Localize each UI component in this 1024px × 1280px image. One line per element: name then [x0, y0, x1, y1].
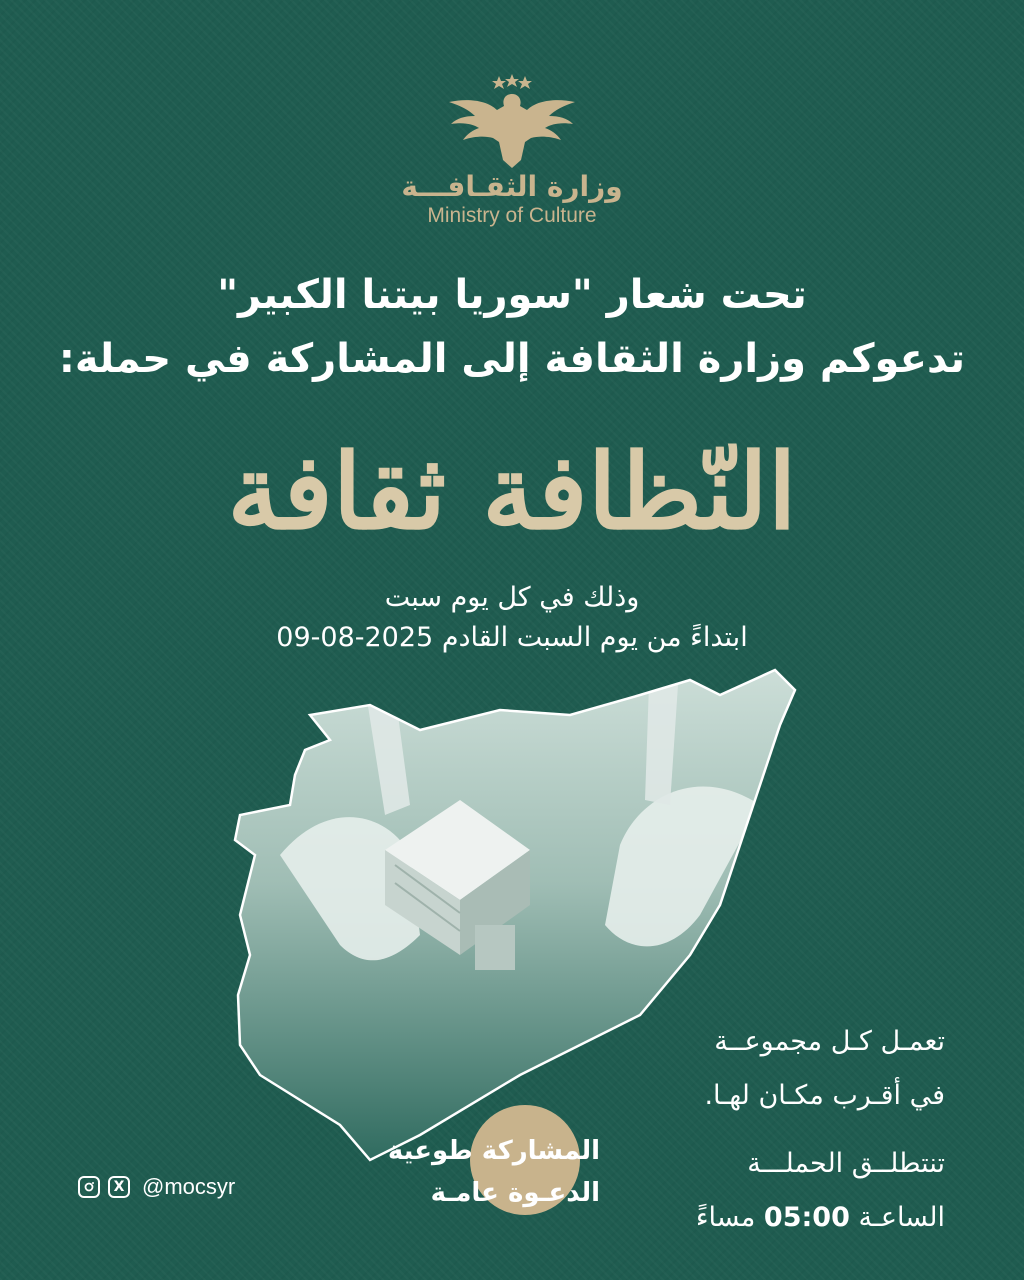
slogan-line: تحت شعار "سوريا بيتنا الكبير" — [217, 272, 807, 318]
x-icon[interactable]: X — [108, 1176, 130, 1198]
instagram-icon[interactable] — [78, 1176, 100, 1198]
launch-time-suffix: مساءً — [695, 1202, 756, 1233]
groups-line-1: تعمـل كـل مجموعــة — [714, 1026, 945, 1057]
social-handle[interactable]: @mocsyr — [142, 1174, 236, 1199]
campaign-title: النّظافة ثقافة — [227, 430, 797, 553]
participation-open-invitation: الدعـوة عامـة — [430, 1178, 600, 1208]
eagle-emblem-icon — [447, 70, 577, 170]
schedule-start — [0, 622, 1024, 653]
schedule-weekly: وذلك في كل يوم سبت — [384, 582, 640, 613]
participation-voluntary: المشاركة طوعية — [387, 1136, 600, 1166]
participation-note — [330, 1130, 600, 1214]
launch-line-1: تنتطلــق الحملـــة — [747, 1148, 945, 1179]
campaign-details — [600, 1015, 945, 1245]
launch-time: 05:00 — [763, 1202, 850, 1233]
schedule-start-date: 09-08-2025 — [276, 622, 434, 653]
launch-time-line — [600, 1191, 945, 1245]
launch-time-prefix: الساعـة — [858, 1202, 945, 1233]
social-links — [78, 1172, 235, 1202]
groups-line-2: في أقـرب مكـان لهـا. — [704, 1080, 945, 1111]
invitation-line: تدعوكم وزارة الثقافة إلى المشاركة في حملة: — [58, 336, 966, 382]
ministry-name-arabic: وزارة الثقـافـــة — [401, 170, 623, 203]
ministry-name-english: Ministry of Culture — [427, 204, 597, 227]
schedule-start-text: ابتداءً من يوم السبت القادم — [441, 622, 748, 653]
